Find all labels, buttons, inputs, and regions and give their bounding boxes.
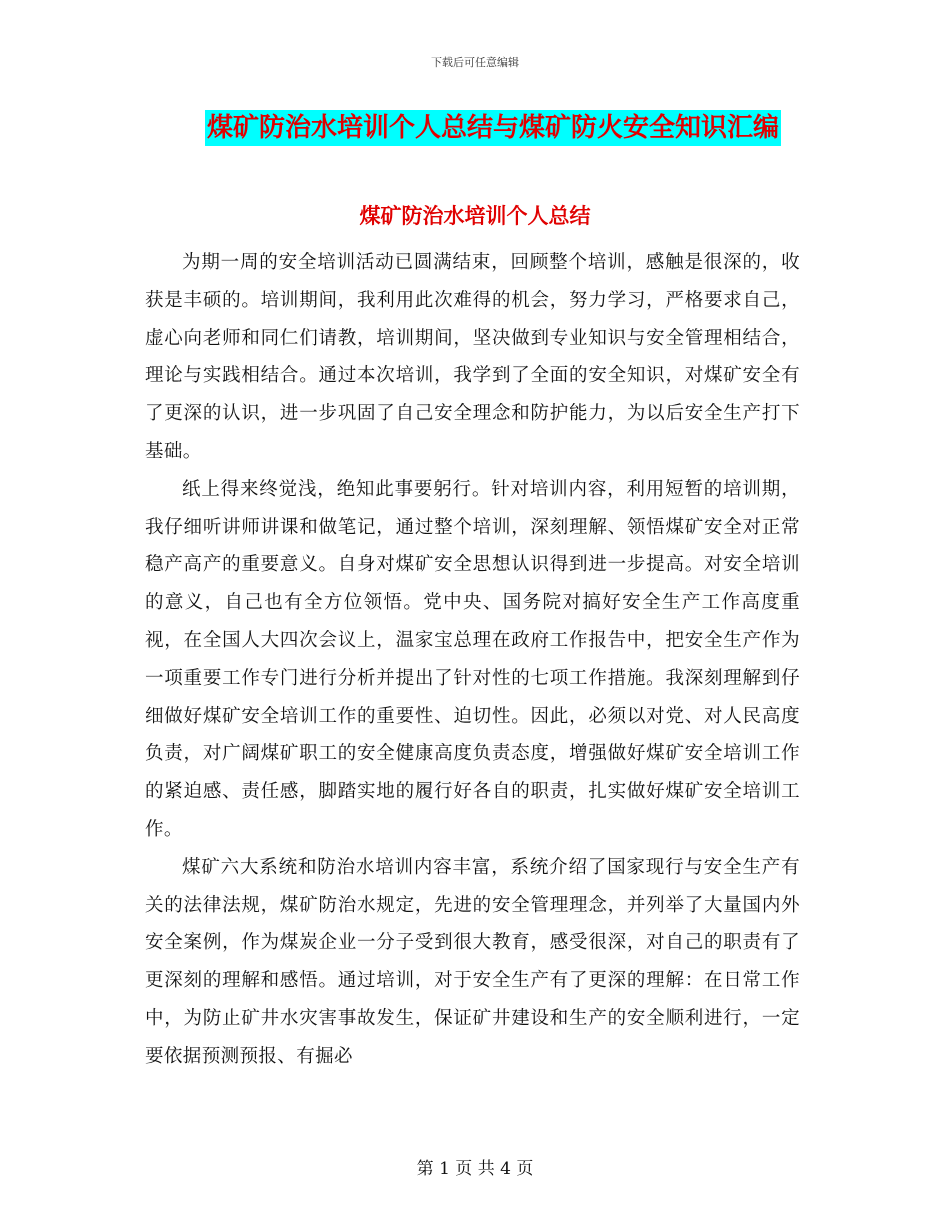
header-note: 下载后可任意编辑	[431, 56, 519, 69]
page-number: 第 1 页 共 4 页	[416, 1159, 534, 1179]
document-body	[145, 244, 800, 1076]
section-title: 煤矿防治水培训个人总结	[359, 204, 591, 228]
paragraph: 纸上得来终觉浅，绝知此事要躬行。针对培训内容，利用短暂的培训期，我仔细听讲师讲课和做笔记，通过整个培训，深刻理解、领悟煤矿安全对正常稳产高产的重要意义。自身对煤矿安全思想认识得到进一步提高。对安全培训的意义，自己也有全方位领悟。党中央、国务院对搞好安全生产工作高度重视，在全国人大四次会议上，温家宝总理在政府工作报告中，把安全生产作为一项重要工作专门进行分析并提出了针对性的七项工作措施。我深刻理解到仔细做好煤矿安全培训工作的重要性、迫切性。因此，必须以对党、对人民高度负责，对广阔煤矿职工的安全健康高度负责态度，增强做好煤矿安全培训工作的紧迫感、责任感，脚踏实地的履行好各自的职责，扎实做好煤矿安全培训工作。	[145, 478, 800, 840]
document-title: 煤矿防治水培训个人总结与煤矿防火安全知识汇编	[205, 110, 781, 146]
paragraph: 煤矿六大系统和防治水培训内容丰富，系统介绍了国家现行与安全生产有关的法律法规，煤矿防治水规定，先进的安全管理理念，并列举了大量国内外安全案例，作为煤炭企业一分子受到很大教育，感受很深，对自己的职责有了更深刻的理解和感悟。通过培训，对于安全生产有了更深的理解：在日常工作中，为防止矿井水灾害事故发生，保证矿井建设和生产的安全顺利进行，一定要依据预测预报、有掘必	[145, 856, 800, 1067]
paragraph: 为期一周的安全培训活动已圆满结束，回顾整个培训，感触是很深的，收获是丰硕的。培训期间，我利用此次难得的机会，努力学习，严格要求自己，虚心向老师和同仁们请教，培训期间，坚决做到专业知识与安全管理相结合，理论与实践相结合。通过本次培训，我学到了全面的安全知识，对煤矿安全有了更深的认识，进一步巩固了自己安全理念和防护能力，为以后安全生产打下基础。	[145, 252, 800, 462]
